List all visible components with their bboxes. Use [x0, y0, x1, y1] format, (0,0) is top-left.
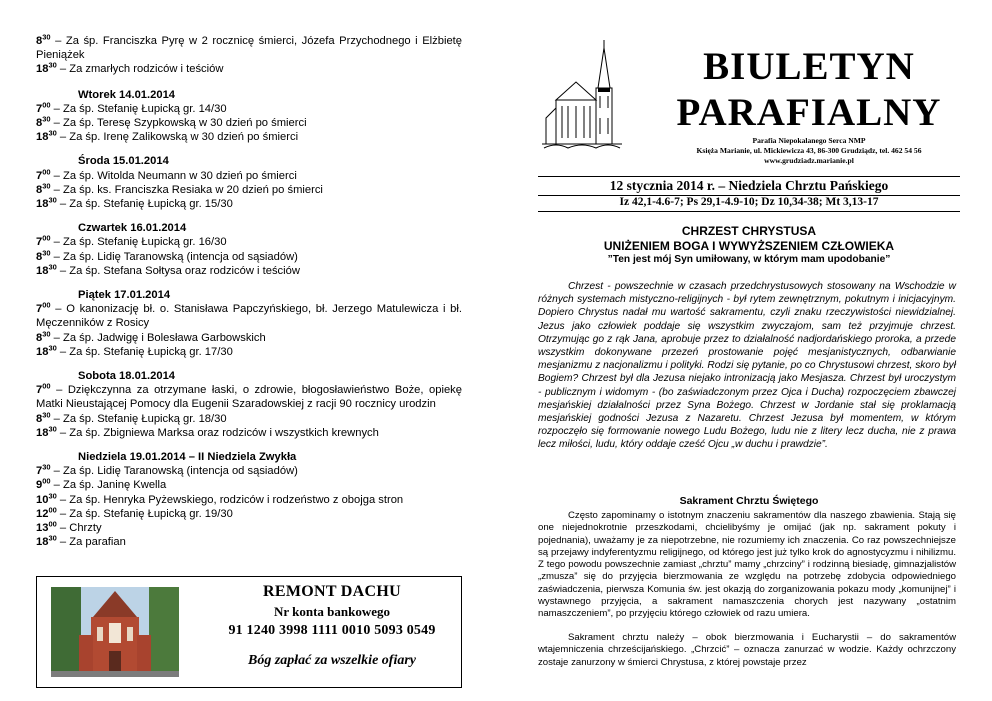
bulletin-masthead — [654, 44, 964, 136]
bank-account-number: 91 1240 3998 1111 0010 5093 0549 — [228, 623, 436, 638]
mass-intention: $8^{30}$ – Za śp. Stefanię Łupicką gr. 18/30 — [36, 409, 227, 425]
article-body: Chrzest - powszechnie w czasach przedchrystusowych stosowany na Wschodzie w różnych systemach mistyczno-religijnych - był rytem zewnętrznym, pokutnym i inicjacyjnym. Dopiero Chrystus nadał mu wartość sakramentu, czyli znaku rzeczywistości niewidzialnej. Jezus jako człowiek poddaje się wszystkim zwyczajom, sam też przyjmuje chrzest. Otrzymując go z rąk Jana, aprobuje przez to działalność nadjordańskiego proroka, a przede wszystkim dokonywane przezeń prostowanie pojęć mesjanistycznych, odbarwianie mesjanizmu z nacjonalizmu i polityki. Rodzi się pytanie, po co Chrystusowi chrzest, skoro był Bogiem? Chrzest był dla Jezusa niejako intronizacją jako Mesjasza. Chrzest był uroczystym - publicznym i widomym - (bo zaświadczonym przez Ojca i Ducha) rozpoczęciem zbawczej mesjańskiej działalności przez Syna Bożego. Chrzest w Jordanie stał się proklamacją mesjańskiej godności Jezusa z Nazaretu. Chrzest Jezusa był momentem, w którym rozpoczęło się formowanie nowego Ludu Bożego, ludu nie z litery lecz ducha, nie z prawa lecz miłości, ludu, który oddaje cześć Ojcu „w duchu i prawdzie”. — [538, 281, 956, 451]
roof-repair-box — [36, 576, 462, 688]
church-photo — [51, 587, 179, 677]
church-drawing-icon — [542, 38, 622, 154]
masthead-line2: PARAFIALNY — [676, 91, 942, 134]
day-title: Środa 15.01.2014 — [78, 155, 169, 168]
day-title: Niedziela 19.01.2014 – II Niedziela Zwykła — [78, 451, 297, 464]
mass-intention: $18^{30}$ – Za parafian — [36, 533, 126, 549]
scripture-readings: Iz 42,1-4.6-7; Ps 29,1-4.9-10; Dz 10,34-38; Mt 3,13-17 — [538, 195, 960, 212]
day-title: Piątek 17.01.2014 — [78, 289, 171, 302]
mass-intention: $8^{30}$ – Za śp. Teresę Szypkowską w 30 dzień po śmierci — [36, 114, 307, 130]
mass-intention: $18^{30}$ – Za zmarłych rodziców i teściów — [36, 60, 224, 76]
mass-intention: $7^{00}$ – Za śp. Stefanię Łupicką gr. 16/30 — [36, 233, 227, 249]
mass-intention: $18^{30}$ – Za śp. Stefana Sołtysa oraz rodziców i teściów — [36, 262, 300, 277]
day-block-saturday — [36, 369, 462, 440]
mass-intention: $18^{30}$ – Za śp. Zbigniewa Marksa oraz rodziców i wszystkich krewnych — [36, 424, 379, 439]
mass-intention: $13^{00}$ – Chrzty — [36, 519, 102, 535]
parish-website: www.grudziadz.marianie.pl — [764, 156, 854, 165]
thanks-line: Bóg zapłać za wszelkie ofiary — [248, 653, 416, 668]
masthead-line1: BIULETYN — [703, 45, 915, 88]
mass-intention: $7^{00}$ – Za śp. Witolda Neumann w 30 dzień po śmierci — [36, 166, 297, 182]
mass-intention: $10^{30}$ – Za śp. Henryka Pyżewskiego, rodziców i rodzeństwo z obojga stron — [36, 490, 404, 506]
mass-intention: $8^{30}$ – Za śp. ks. Franciszka Resiaka w 20 dzień po śmierci — [36, 181, 323, 196]
mass-intention: $18^{30}$ – Za śp. Stefanię Łupicką gr. 17/30 — [36, 343, 233, 358]
mass-intention: $12^{00}$ – Za śp. Stefanię Łupicką gr. 19/30 — [36, 505, 233, 520]
bank-account-label: Nr konta bankowego — [273, 604, 391, 619]
day-title: Sobota 18.01.2014 — [78, 370, 176, 383]
mass-intention: $7^{00}$ – Za śp. Stefanię Łupicką gr. 14/30 — [36, 100, 227, 115]
mass-intention: $8^{30}$ – Za śp. Franciszka Pyrę w 2 rocznicę śmierci, Józefa Przychodnego i Elżbietę Pieniążek — [36, 32, 462, 62]
article-heading-line2: UNIŻENIEM BOGA I WYWYŻSZENIEM CZŁOWIEKA — [603, 239, 895, 253]
parish-name: Parafia Niepokalanego Serca NMP — [752, 136, 866, 145]
mass-intentions-column — [36, 34, 462, 550]
mass-intention: $8^{30}$ – Za śp. Lidię Taranowską (intencja od sąsiadów) — [36, 247, 298, 263]
parish-address: Księża Marianie, ul. Mickiewicza 43, 86-300 Grudziądz, tel. 462 54 56 — [696, 146, 922, 155]
roof-repair-text — [207, 583, 457, 669]
mass-intention: $7^{00}$ – Dziękczynna za otrzymane łaski, o zdrowie, błogosławieństwo Boże, opiekę Matki Nieustającej Pomocy dla Eugenii Szaradowskiej z racji 90 rocznicy urodzin — [36, 381, 462, 411]
article-heading-line1: CHRZEST CHRYSTUSA — [681, 224, 817, 238]
parish-info — [654, 136, 964, 166]
bulletin-front-column — [528, 0, 960, 701]
day-block-friday — [36, 288, 462, 359]
mass-intention: $9^{00}$ – Za śp. Janinę Kwella — [36, 476, 167, 492]
mass-intention: $7^{00}$ – O kanonizację bł. o. Stanisława Papczyńskiego, bł. Jerzego Matulewicza i bł. Męczenników z Rosicy — [36, 300, 462, 330]
article-quote: ”Ten jest mój Syn umiłowany, w którym mam upodobanie” — [607, 254, 891, 265]
roof-repair-title: REMONT DACHU — [263, 583, 401, 600]
day-block-thursday — [36, 221, 462, 278]
article-heading — [538, 224, 960, 254]
mass-intention: $8^{30}$ – Za śp. Jadwigę i Bolesława Garbowskich — [36, 328, 266, 344]
mass-intention: $18^{30}$ – Za śp. Stefanię Łupicką gr. 15/30 — [36, 195, 233, 211]
day-title: Czwartek 16.01.2014 — [78, 222, 187, 235]
section-paragraph: Sakrament chrztu należy – obok bierzmowania i Eucharystii – do sakramentów wtajemniczenia chrześcijańskiego. „Chrzcić” – oznacza zanurzać w wodzie. Każdy ochrzczony zostaje zanurzony w śmierci Chrystusa, z której powstaje przez — [538, 632, 956, 668]
mass-intention: $7^{30}$ – Za śp. Lidię Taranowską (intencja od sąsiadów) — [36, 462, 298, 478]
issue-dateline: 12 stycznia 2014 r. – Niedziela Chrztu Pańskiego — [538, 176, 960, 196]
day-title: Wtorek 14.01.2014 — [78, 88, 176, 101]
section-heading: Sakrament Chrztu Świętego — [679, 495, 819, 507]
section-paragraph: Często zapominamy o istotnym znaczeniu sakramentów dla naszego zbawienia. Stają się one niejednokrotnie przeszkodami, chcielibyśmy je omijać (jak np. sakrament pokuty i pojednania), uważamy je za niepotrzebne, nie rozumiemy ich znaczenia. Co raz powszechniejsze są przejawy indyferentyzmu religijnego, od którego jest już tylko krok do agnostycyzmu i nihilizmu. Z tego powodu powszechnie zamiast „chrztu” mamy „chrzciny” i rodzinną biesiadę, gimnazjalistów „zmusza” się do przyjęcia bierzmowania ze względu na potrzebę zdobycia odpowiedniego zaświadczenia, pierwsza Komunia św. jest okazją do zorganizowania pokazu mody „komunijnej” i wystawnego przyjęcia, a sakrament namaszczenia chorych jest nazywany „ostatnim namaszczeniem”, po przyjęciu którego człowiek od razu umiera. — [538, 510, 956, 620]
mass-intention: $18^{30}$ – Za śp. Irenę Zalikowską w 30 dzień po śmierci — [36, 128, 299, 144]
day-block-tuesday — [36, 88, 462, 145]
day-block-wednesday — [36, 154, 462, 211]
day-block-sunday — [36, 450, 462, 549]
